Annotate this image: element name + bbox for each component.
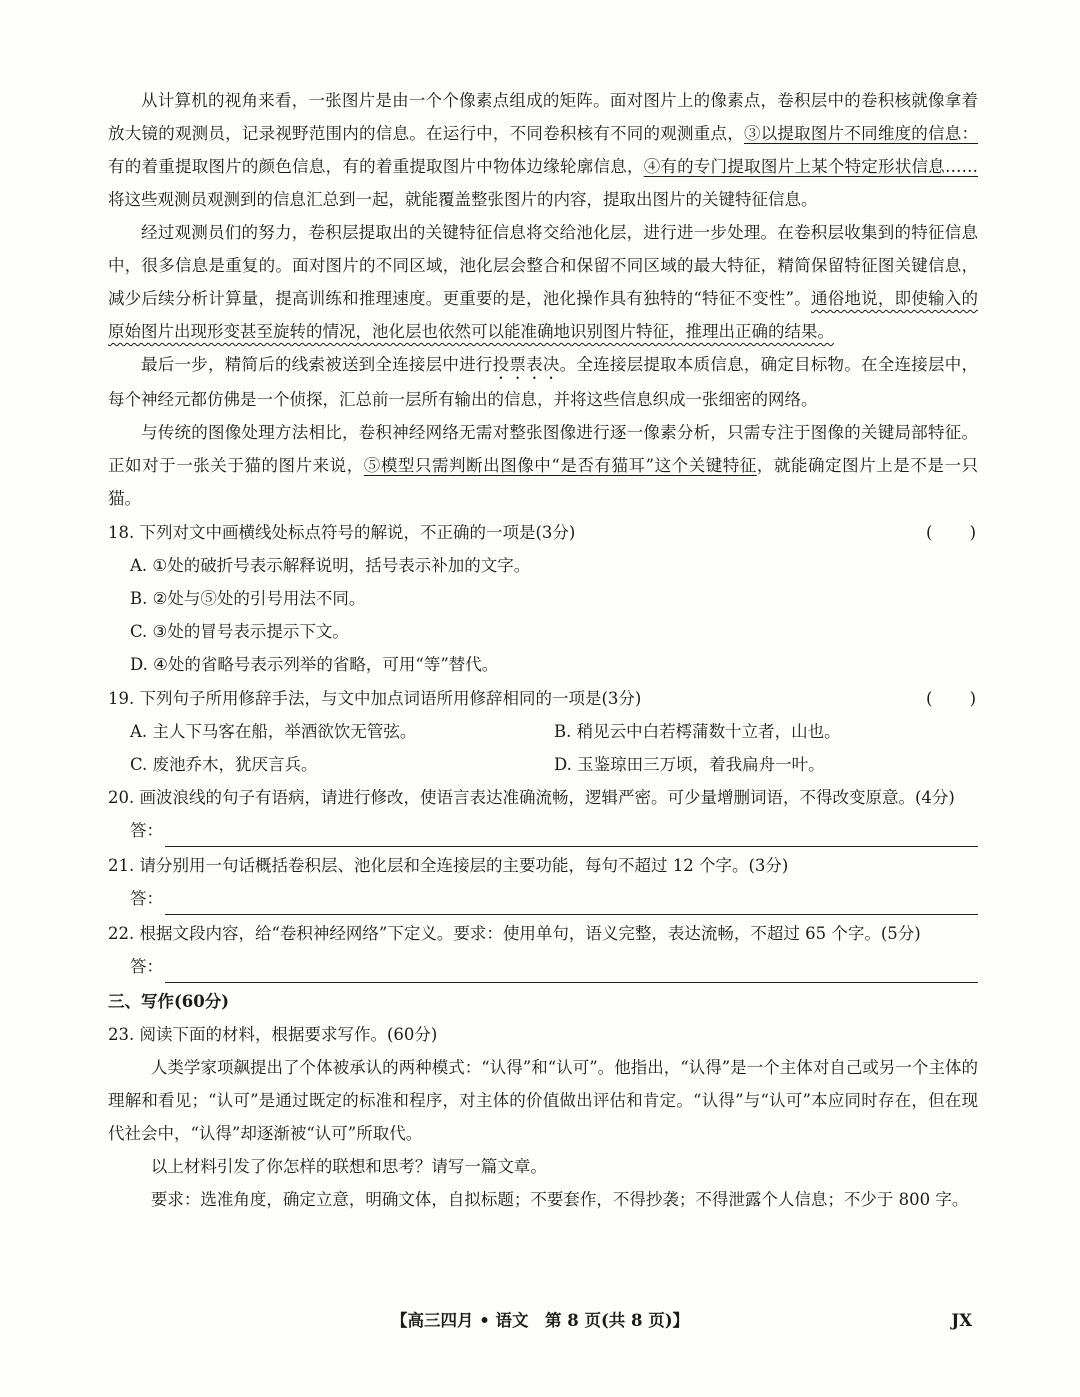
option-18-a[interactable]: A. ①处的破折号表示解释说明，括号表示补加的文字。	[130, 556, 531, 575]
passage-text: 最后一步，精简后的线索被送到全连接层中进行	[141, 355, 493, 374]
bracket-left: (	[926, 689, 933, 708]
passage-text: 将这些观测员观测到的信息汇总到一起，就能覆盖整张图片的内容，提取出图片的关键特征信息。	[108, 190, 818, 209]
passage-text: ，就能确定图片上是不是一只猫。	[108, 456, 979, 508]
passage-paragraph-1	[108, 84, 978, 216]
underlined-phrase-3: ③以提取图片不同维度的信息：	[743, 124, 979, 143]
wavy-underlined-sentence: 通俗地说，即使输入的原始图片出现形变甚至旋转的情况，池化层也依然可以能准确地识别图片特征，推理出正确的结果。	[108, 289, 978, 341]
answer-bracket[interactable]	[926, 682, 978, 715]
passage-text: 与传统的图像处理方法相比，卷积神经网络无需对整张图像进行逐一像素分析，只需专注于图像的关键局部特征。正如对于一张关于猫的图片来说，	[108, 423, 978, 475]
passage-text: 有的着重提取图片的颜色信息，有的着重提取图片中物体边缘轮廓信息，	[108, 157, 644, 176]
answer-blank[interactable]	[165, 822, 978, 847]
option-19-b[interactable]: B. 稍见云中白若樗蒲数十立者，山也。	[554, 722, 841, 741]
question-19-stem: 19. 下列句子所用修辞手法，与文中加点词语所用修辞相同的一项是(3分)	[108, 689, 642, 708]
exam-page	[108, 84, 978, 1216]
question-23-stem: 23. 阅读下面的材料，根据要求写作。(60分)	[108, 1025, 438, 1044]
answer-label: 答：	[130, 821, 163, 840]
option-18-d[interactable]: D. ④处的省略号表示列举的省略，可用“等”替代。	[130, 655, 499, 674]
option-19-c[interactable]: C. 废池乔木，犹厌言兵。	[130, 755, 318, 774]
option-19-d[interactable]: D. 玉鉴琼田三万顷，着我扁舟一叶。	[554, 755, 825, 774]
footer-page-info: 【高三四月 • 语文 第 8 页(共 8 页)】	[390, 1311, 690, 1330]
answer-line-20[interactable]	[108, 814, 978, 847]
answer-label: 答：	[130, 957, 163, 976]
bracket-right: )	[969, 523, 976, 542]
section-heading-writing: 三、写作(60分)	[108, 992, 230, 1011]
bracket-left: (	[926, 523, 933, 542]
passage-paragraph-3	[108, 348, 978, 416]
passage-paragraph-4	[108, 416, 978, 515]
passage-text: 从计算机的视角来看，一张图片是由一个个像素点组成的矩阵。面对图片上的像素点，卷积层中的卷积核就像拿着放大镜的观测员，记录视野范围内的信息。在运行中，不同卷积核有不同的观测重点，	[108, 91, 978, 143]
option-row	[108, 748, 978, 781]
bracket-right: )	[969, 689, 976, 708]
question-18	[108, 516, 978, 549]
question-20-stem: 20. 画波浪线的句子有语病，请进行修改，使语言表达准确流畅，逻辑严密。可少量增删词语，不得改变原意。(4分)	[108, 788, 955, 807]
writing-requirements: 要求：选准角度，确定立意，明确文体，自拟标题；不要套作，不得抄袭；不得泄露个人信息；不少于 800 字。	[150, 1190, 969, 1209]
option-row	[108, 715, 978, 748]
option-18-c[interactable]: C. ③处的冒号表示提示下文。	[130, 622, 349, 641]
underlined-phrase-4: ④有的专门提取图片上某个特定形状信息……	[643, 157, 979, 176]
option-19-a[interactable]: A. 主人下马客在船，举酒欲饮无管弦。	[130, 722, 417, 741]
answer-label: 答：	[130, 889, 163, 908]
underlined-phrase-5: ⑤模型只需判断出图像中“是否有猫耳”这个关键特征	[363, 456, 757, 475]
question-18-stem: 18. 下列对文中画横线处标点符号的解说，不正确的一项是(3分)	[108, 523, 576, 542]
answer-blank[interactable]	[165, 890, 978, 915]
answer-line-21[interactable]	[108, 882, 978, 915]
writing-prompt: 以上材料引发了你怎样的联想和思考？请写一篇文章。	[150, 1157, 547, 1176]
question-19	[108, 682, 978, 715]
question-22-stem: 22. 根据文段内容，给“卷积神经网络”下定义。要求：使用单句，语义完整，表达流畅，不超过 65 个字。(5分)	[108, 924, 921, 943]
passage-text: 经过观测员们的努力，卷积层提取出的关键特征信息将交给池化层，进行进一步处理。在卷积层收集到的特征信息中，很多信息是重复的。面对图片的不同区域，池化层会整合和保留不同区域的最大特征，精简保留特征图关键信息，减少后续分析计算量，提高训练和推理速度。更重要的是，池化操作具有独特的“特征不变性”。	[108, 223, 978, 308]
answer-line-22[interactable]	[108, 950, 978, 983]
material-text: 人类学家项飙提出了个体被承认的两种模式：“认得”和“认可”。他指出，“认得”是一个主体对自己或另一个主体的理解和看见；“认可”是通过既定的标准和程序，对主体的价值做出评估和肯定。“认得”与“认可”本应同时存在，但在现代社会中，“认得”却逐渐被“认可”所取代。	[108, 1058, 978, 1143]
writing-material	[108, 1051, 978, 1216]
dotted-phrase: 投票表决	[492, 355, 560, 374]
page-footer	[0, 1306, 1080, 1336]
option-18-b[interactable]: B. ②处与⑤处的引号用法不同。	[130, 589, 366, 608]
footer-code: JX	[951, 1311, 972, 1330]
answer-bracket[interactable]	[926, 516, 978, 549]
question-21-stem: 21. 请分别用一句话概括卷积层、池化层和全连接层的主要功能，每句不超过 12 个字。(3分)	[108, 856, 789, 875]
passage-text: 。全连接层提取本质信息，确定目标物。在全连接层中，每个神经元都仿佛是一个侦探，汇总前一层所有输出的信息，并将这些信息织成一张细密的网络。	[108, 355, 979, 409]
passage-paragraph-2	[108, 216, 978, 348]
answer-blank[interactable]	[165, 958, 978, 983]
